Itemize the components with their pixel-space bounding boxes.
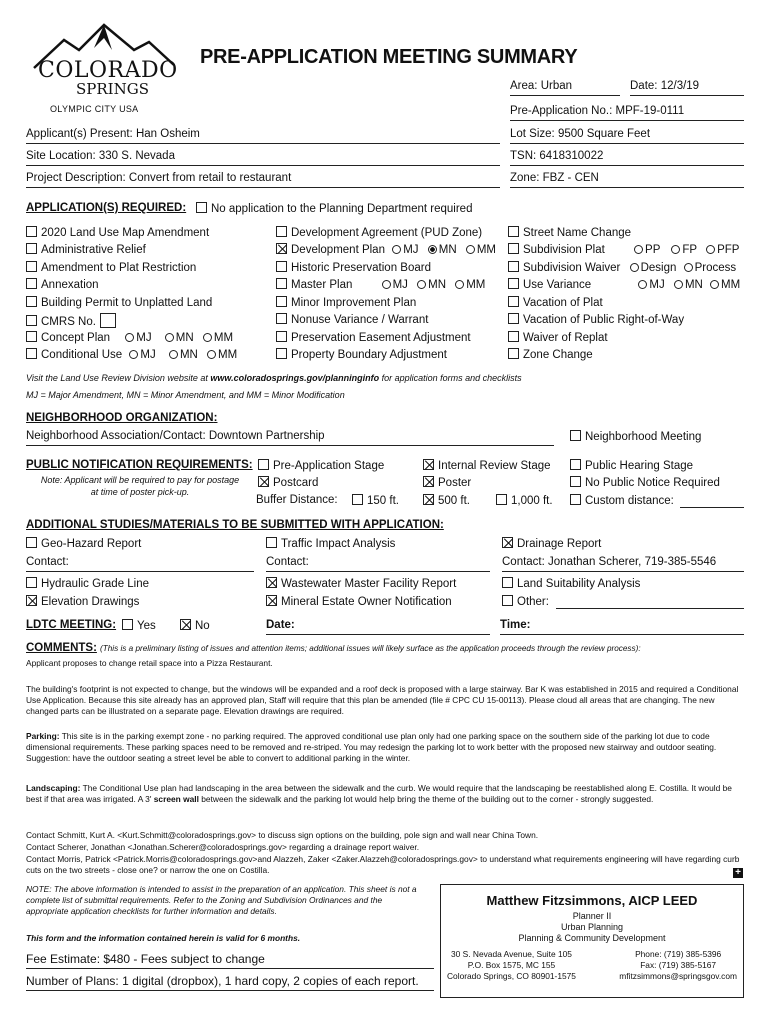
project-value: Convert from retail to restaurant <box>128 172 292 184</box>
radio-icon[interactable] <box>382 280 391 289</box>
checkbox-icon[interactable] <box>276 296 287 307</box>
neighborhood-heading: NEIGHBORHOOD ORGANIZATION: <box>26 412 218 424</box>
radio-icon[interactable] <box>706 245 715 254</box>
radio-icon[interactable] <box>674 280 683 289</box>
checkbox-icon[interactable] <box>276 226 287 237</box>
app-item-label: Conditional Use <box>41 349 123 361</box>
checkbox-checked-icon[interactable] <box>502 537 513 548</box>
buffer-150-label: 150 ft. <box>367 495 399 507</box>
drainage-report-label: Drainage Report <box>517 538 602 550</box>
geo-contact-field[interactable] <box>26 556 254 572</box>
ldtc-heading: LDTC MEETING: <box>26 619 117 631</box>
checkbox-icon[interactable] <box>26 226 37 237</box>
tsn-field[interactable] <box>510 150 744 166</box>
landscaping-text-2: between the sidewalk and the parking lot would help bring the theme of the building out to the corner - strongly suggested. <box>198 794 654 804</box>
opt-label: MN <box>428 279 446 291</box>
comments-intro: (This is a preliminary listing of issues and attention items; additional issues will likely surface as the application proceeds through the review process): <box>99 644 641 653</box>
area-label: Area: <box>510 80 538 92</box>
checkbox-icon[interactable] <box>570 430 581 441</box>
applications-heading: APPLICATION(S) REQUIRED: <box>26 202 187 214</box>
checkbox-icon[interactable] <box>508 348 519 359</box>
app-item-label: Vacation of Public Right-of-Way <box>523 314 685 326</box>
comment-paragraph: Contact Scherer, Jonathan <Jonathan.Scherer@coloradosprings.gov> regarding a drainage report waiver. <box>26 842 420 852</box>
elevation-label: Elevation Drawings <box>41 596 140 608</box>
mineral-checkbox[interactable] <box>266 595 452 608</box>
ldtc-no-checkbox[interactable] <box>180 619 210 632</box>
comments-heading: COMMENTS: <box>26 642 97 654</box>
planning-link[interactable]: www.coloradosprings.gov/planninginfo <box>210 373 380 383</box>
neighborhood-heading-text: NEIGHBORHOOD ORGANIZATION <box>26 412 214 424</box>
app-item[interactable] <box>26 226 209 239</box>
comments-header <box>26 642 641 654</box>
parking-text: This site is in the parking exempt zone - no parking required. The approved conditional use plan only had one parking space on the southern side of the parking lot due to code dimensional requirements. These parking spaces need to be removed and re-striped. You may redesign the parking lot to work better with the proposed new stairway and outdoor seating. Suggestion: have the outdoor seating a street level be able to convert to additional parking in the winter. <box>26 731 717 763</box>
ldtc-yes-checkbox[interactable] <box>122 619 156 632</box>
opt-label: MJ <box>136 332 152 344</box>
radio-icon[interactable] <box>165 333 174 342</box>
opt-label: MJ <box>140 349 156 361</box>
drainage-report-checkbox[interactable] <box>502 537 601 550</box>
postcard-checkbox[interactable] <box>258 476 318 489</box>
app-item-label: Street Name Change <box>523 227 632 239</box>
opt-label: MM <box>213 332 234 344</box>
contact-label: Contact: <box>266 556 309 568</box>
checkbox-icon[interactable] <box>508 331 519 342</box>
landscaping-text: The Conditional Use plan had landscaping in the area between the sidewalk and the curb. We would require that the landscaping be reestablished along E. Costilla. It would be best if that area was irrigated. A 3' <box>26 783 732 804</box>
checkbox-icon[interactable] <box>26 348 37 359</box>
traffic-contact-field[interactable] <box>266 556 490 572</box>
checkbox-icon[interactable] <box>508 313 519 324</box>
buffer-150-checkbox[interactable] <box>352 494 399 507</box>
checkbox-icon[interactable] <box>570 476 581 487</box>
plus-box-icon[interactable]: + <box>733 868 743 878</box>
lot-size-field[interactable] <box>510 128 744 144</box>
notification-note: Note: Applicant will be required to pay for postage at time of poster pick-up. <box>40 475 240 497</box>
no-public-notice-checkbox[interactable] <box>570 476 720 489</box>
no-application-label: No application to the Planning Department required <box>211 203 473 215</box>
opt-label: PP <box>645 244 661 256</box>
checkbox-icon[interactable] <box>258 459 269 470</box>
site-value: 330 S. Nevada <box>98 150 175 162</box>
pre-app-stage-checkbox[interactable] <box>258 459 384 472</box>
opt-label: MN <box>179 349 198 361</box>
custom-distance-checkbox[interactable] <box>570 494 674 507</box>
checkbox-icon[interactable] <box>502 577 513 588</box>
app-item[interactable] <box>26 278 99 291</box>
buffer-1000-label: 1,000 ft. <box>511 495 553 507</box>
amendment-legend: MJ = Major Amendment, MN = Minor Amendment, and MM = Minor Modification <box>26 390 345 400</box>
checkbox-icon[interactable] <box>276 261 287 272</box>
app-item[interactable] <box>508 261 736 274</box>
opt-label: MN <box>175 332 194 344</box>
internal-review-checkbox[interactable] <box>423 459 551 472</box>
app-item-label: CMRS No. <box>41 316 96 328</box>
checkbox-icon[interactable] <box>502 595 513 606</box>
other-input[interactable] <box>556 595 744 609</box>
app-item[interactable] <box>26 243 146 256</box>
no-application-checkbox[interactable] <box>196 202 472 215</box>
app-item[interactable] <box>276 278 485 291</box>
poster-checkbox[interactable] <box>423 476 471 489</box>
checkbox-checked-icon[interactable] <box>258 476 269 487</box>
fee-value: $480 - Fees subject to change <box>103 952 265 966</box>
app-item[interactable] <box>276 331 471 344</box>
footer-note: NOTE: The above information is intended to assist in the preparation of an application. This sheet is not a complete list of submittal requirements. Refer to the Zoning and Subdivision Ordinances and the appropriate application checklists for further information and details. <box>26 884 417 916</box>
app-item-label: Waiver of Replat <box>523 332 608 344</box>
land-suitability-checkbox[interactable] <box>502 577 640 590</box>
contact-name: Matthew Fitzsimmons, AICP LEED <box>486 893 698 908</box>
app-item[interactable] <box>508 348 593 361</box>
checkbox-icon[interactable] <box>266 537 277 548</box>
traffic-impact-checkbox[interactable] <box>266 537 395 550</box>
date-value: 12/3/19 <box>660 80 700 92</box>
neighborhood-contact-value: Downtown Partnership <box>208 430 325 442</box>
checkbox-icon[interactable] <box>26 296 37 307</box>
checkbox-icon[interactable] <box>570 494 581 505</box>
poster-label: Poster <box>438 477 472 489</box>
number-of-plans-field[interactable] <box>26 974 434 991</box>
checkbox-icon[interactable] <box>496 494 507 505</box>
comment-paragraph <box>26 783 746 805</box>
public-hearing-label: Public Hearing Stage <box>585 460 694 472</box>
opt-label: MN <box>684 279 703 291</box>
cmrs-number-input[interactable] <box>100 313 116 328</box>
neighborhood-meeting-checkbox[interactable] <box>570 430 701 443</box>
radio-icon[interactable] <box>671 245 680 254</box>
buffer-distance-label: Buffer Distance: <box>256 494 338 506</box>
checkbox-checked-icon[interactable] <box>26 595 37 606</box>
fee-estimate-field[interactable] <box>26 952 434 969</box>
postcard-label: Postcard <box>273 477 319 489</box>
parking-label: Parking: <box>26 731 60 741</box>
checkbox-checked-icon[interactable] <box>276 243 287 254</box>
checkbox-checked-icon[interactable] <box>423 476 434 487</box>
app-item-label: Property Boundary Adjustment <box>291 349 447 361</box>
page-title: PRE-APPLICATION MEETING SUMMARY <box>200 46 578 68</box>
app-item[interactable] <box>508 243 739 256</box>
area-value: Urban <box>540 80 573 92</box>
checkbox-icon[interactable] <box>508 296 519 307</box>
checkbox-icon[interactable] <box>26 243 37 254</box>
opt-label: MJ <box>403 244 419 256</box>
checkbox-icon[interactable] <box>196 202 207 213</box>
radio-icon[interactable] <box>684 263 693 272</box>
app-item[interactable] <box>508 313 684 326</box>
traffic-impact-label: Traffic Impact Analysis <box>281 538 396 550</box>
public-hearing-checkbox[interactable] <box>570 459 693 472</box>
drainage-contact-field[interactable] <box>502 556 744 572</box>
opt-label: MM <box>721 279 741 291</box>
app-item[interactable] <box>26 296 212 309</box>
checkbox-icon[interactable] <box>26 278 37 289</box>
opt-label: PFP <box>717 244 740 256</box>
neighborhood-contact-label: Neighborhood Association/Contact: <box>26 430 206 442</box>
opt-label: MN <box>438 244 457 256</box>
app-item[interactable] <box>276 261 431 274</box>
contact-division: Planning & Community Development <box>518 933 666 943</box>
custom-distance-label: Custom distance: <box>585 495 674 507</box>
ldtc-yes-label: Yes <box>137 620 156 632</box>
hydraulic-label: Hydraulic Grade Line <box>41 578 150 590</box>
fee-label: Fee Estimate: <box>26 952 101 966</box>
checkbox-icon[interactable] <box>276 278 287 289</box>
radio-icon[interactable] <box>466 245 475 254</box>
opt-label: Process <box>694 262 737 274</box>
pre-app-stage-label: Pre-Application Stage <box>273 460 385 472</box>
checkbox-checked-icon[interactable] <box>423 459 434 470</box>
app-item[interactable] <box>508 226 631 239</box>
checkbox-icon[interactable] <box>26 315 37 326</box>
opt-label: MJ <box>392 279 408 291</box>
app-item-label: 2020 Land Use Map Amendment <box>41 227 210 239</box>
opt-label: MM <box>476 244 496 256</box>
radio-icon[interactable] <box>638 280 647 289</box>
neighborhood-meeting-label: Neighborhood Meeting <box>585 431 702 443</box>
app-item-label: Minor Improvement Plan <box>291 297 417 309</box>
comment-paragraph <box>26 731 746 764</box>
logo <box>24 20 184 120</box>
app-item-label: Amendment to Plat Restriction <box>41 262 197 274</box>
ldtc-time-field[interactable] <box>500 619 744 635</box>
app-item[interactable] <box>26 261 196 274</box>
project-label: Project Description: <box>26 172 126 184</box>
checkbox-icon[interactable] <box>26 261 37 272</box>
notification-heading: PUBLIC NOTIFICATION REQUIREMENTS: <box>26 459 253 471</box>
app-item[interactable] <box>26 348 237 361</box>
landscaping-label: Landscaping: <box>26 783 81 793</box>
date-label: Date: <box>630 80 658 92</box>
mineral-label: Mineral Estate Owner Notification <box>281 596 452 608</box>
checkbox-icon[interactable] <box>276 331 287 342</box>
checkbox-icon[interactable] <box>26 331 37 342</box>
checkbox-checked-icon[interactable] <box>180 619 191 630</box>
elevation-checkbox[interactable] <box>26 595 139 608</box>
app-item[interactable] <box>508 296 603 309</box>
app-item-label: Master Plan <box>291 279 353 291</box>
radio-icon[interactable] <box>417 280 426 289</box>
contact-label: Contact: <box>502 556 545 568</box>
zone-value: FBZ - CEN <box>542 172 599 184</box>
app-item-label: Development Agreement (PUD Zone) <box>291 227 483 239</box>
opt-label: MM <box>218 349 238 361</box>
checkbox-icon[interactable] <box>508 278 519 289</box>
checkbox-icon[interactable] <box>26 577 37 588</box>
custom-distance-input[interactable] <box>680 494 744 508</box>
contact-title: Planner II <box>572 911 612 921</box>
no-public-notice-label: No Public Notice Required <box>585 477 720 489</box>
radio-icon[interactable] <box>710 280 719 289</box>
checkbox-icon[interactable] <box>276 313 287 324</box>
checkbox-icon[interactable] <box>352 494 363 505</box>
neighborhood-contact-field[interactable] <box>26 430 554 446</box>
app-item-label: Subdivision Waiver <box>523 262 621 274</box>
preapp-value: MPF-19-0111 <box>615 105 685 117</box>
contact-fax: Fax: (719) 385-5167 <box>640 960 717 970</box>
visit-pre: Visit the Land Use Review Division website at <box>26 373 211 383</box>
wastewater-checkbox[interactable] <box>266 577 456 590</box>
checkbox-icon[interactable] <box>122 619 133 630</box>
radio-icon[interactable] <box>129 350 138 359</box>
geo-hazard-checkbox[interactable] <box>26 537 141 550</box>
contact-email[interactable]: mfitzsimmons@springsgov.com <box>619 971 737 981</box>
radio-icon[interactable] <box>630 263 639 272</box>
app-item-label: Building Permit to Unplatted Land <box>41 297 213 309</box>
logo-subtext: SPRINGS <box>76 80 149 98</box>
logo-text: COLORADO <box>38 58 178 83</box>
other-label: Other: <box>517 596 549 608</box>
contact-label: Contact: <box>26 556 69 568</box>
opt-label: FP <box>682 244 697 256</box>
drainage-contact-value: Jonathan Scherer, 719-385-5546 <box>548 556 717 568</box>
contact-address-1: 30 S. Nevada Avenue, Suite 105 <box>451 949 572 959</box>
applicant-value: Han Osheim <box>135 128 200 140</box>
radio-selected-icon[interactable] <box>428 245 437 254</box>
checkbox-icon[interactable] <box>508 261 519 272</box>
applicant-label: Applicant(s) Present: <box>26 128 133 140</box>
radio-icon[interactable] <box>203 333 212 342</box>
checkbox-icon[interactable] <box>26 537 37 548</box>
buffer-500-checkbox[interactable] <box>423 494 470 507</box>
website-note <box>26 373 522 383</box>
app-item[interactable] <box>276 243 496 256</box>
contact-phone: Phone: (719) 385-5396 <box>635 949 722 959</box>
preapp-field[interactable] <box>510 105 744 121</box>
radio-icon[interactable] <box>207 350 216 359</box>
buffer-500-label: 500 ft. <box>438 495 470 507</box>
ldtc-time-label: Time: <box>500 619 531 631</box>
logo-tagline: OLYMPIC CITY USA <box>50 104 139 114</box>
radio-icon[interactable] <box>455 280 464 289</box>
checkbox-icon[interactable] <box>570 459 581 470</box>
contact-address-3: Colorado Springs, CO 80901-1575 <box>447 971 576 981</box>
app-item[interactable] <box>276 313 428 326</box>
plans-value: 1 digital (dropbox), 1 hard copy, 2 copies of each report. <box>122 974 419 988</box>
app-item-label: Administrative Relief <box>41 244 146 256</box>
opt-label: MJ <box>649 279 665 291</box>
app-item[interactable] <box>276 226 482 239</box>
lot-label: Lot Size: <box>510 128 555 140</box>
tsn-label: TSN: <box>510 150 537 162</box>
contact-card <box>440 884 744 998</box>
project-description-field[interactable] <box>26 172 500 188</box>
plans-label: Number of Plans: <box>26 974 119 988</box>
hydraulic-checkbox[interactable] <box>26 577 149 590</box>
app-item[interactable] <box>508 331 608 344</box>
app-item-label: Vacation of Plat <box>523 297 603 309</box>
wastewater-label: Wastewater Master Facility Report <box>281 578 457 590</box>
app-item[interactable] <box>508 278 740 291</box>
radio-icon[interactable] <box>125 333 134 342</box>
app-item-label: Nonuse Variance / Warrant <box>291 314 429 326</box>
app-item[interactable] <box>276 348 447 361</box>
app-item-label: Subdivision Plat <box>523 244 605 256</box>
contact-address-2: P.O. Box 1575, MC 155 <box>467 960 556 970</box>
checkbox-checked-icon[interactable] <box>423 494 434 505</box>
buffer-1000-checkbox[interactable] <box>496 494 553 507</box>
app-item-label: Preservation Easement Adjustment <box>291 332 471 344</box>
comment-paragraph: Contact Schmitt, Kurt A. <Kurt.Schmitt@coloradosprings.gov> to discuss sign options on the building, pole sign and wall near China Town. <box>26 830 539 840</box>
opt-label: Design <box>640 262 677 274</box>
checkbox-icon[interactable] <box>508 226 519 237</box>
comment-paragraph: Contact Morris, Patrick <Patrick.Morris@coloradosprings.gov>and Alazzeh, Zaker <Zaker.Alazzeh@coloradosprings.gov> to understand what requirements engineering will have regarding curb cuts on the two streets - close one? or narrow the one on Costilla. <box>26 854 740 875</box>
app-item-label: Annexation <box>41 279 99 291</box>
site-label: Site Location: <box>26 150 96 162</box>
radio-icon[interactable] <box>169 350 178 359</box>
checkbox-icon[interactable] <box>276 348 287 359</box>
screen-wall-text: screen wall <box>153 794 199 804</box>
opt-label: MM <box>466 279 486 291</box>
zone-label: Zone: <box>510 172 540 184</box>
date-field[interactable] <box>630 80 744 96</box>
internal-review-label: Internal Review Stage <box>438 460 551 472</box>
comment-paragraph: The building's footprint is not expected to change, but the windows will be expanded and a roof deck is proposed with a large stairway. Bar K was established in 2015 and required a Conditional Use Application. Because this site already has an approved plan, Staff will require that this plan be amended (file # CPC CU 15-00113). Please cloud all areas that are changing. The new changed parts can be illustrated on a separate page. Elevation drawings are required. <box>26 684 739 716</box>
validity-note: This form and the information contained herein is valid for 6 months. <box>26 933 301 943</box>
geo-hazard-label: Geo-Hazard Report <box>41 538 142 550</box>
ldtc-date-field[interactable] <box>266 619 490 635</box>
app-item[interactable] <box>276 296 416 309</box>
app-item[interactable] <box>26 331 233 344</box>
lot-value: 9500 Square Feet <box>557 128 651 140</box>
tsn-value: 6418310022 <box>539 150 604 162</box>
studies-heading: ADDITIONAL STUDIES/MATERIALS TO BE SUBMITTED WITH APPLICATION: <box>26 519 444 531</box>
other-checkbox[interactable] <box>502 595 549 608</box>
radio-icon[interactable] <box>392 245 401 254</box>
visit-post: for application forms and checklists <box>379 373 522 383</box>
land-suitability-label: Land Suitability Analysis <box>517 578 641 590</box>
app-item-label: Use Variance <box>523 279 592 291</box>
ldtc-date-label: Date: <box>266 619 295 631</box>
applicant-field[interactable] <box>26 128 500 144</box>
app-item[interactable] <box>26 313 116 328</box>
app-item-label: Historic Preservation Board <box>291 262 431 274</box>
app-item-label: Concept Plan <box>41 332 111 344</box>
area-field[interactable] <box>510 80 620 96</box>
checkbox-icon[interactable] <box>508 243 519 254</box>
app-item-label: Zone Change <box>523 349 593 361</box>
checkbox-checked-icon[interactable] <box>266 577 277 588</box>
zone-field[interactable] <box>510 172 744 188</box>
radio-icon[interactable] <box>634 245 643 254</box>
site-location-field[interactable] <box>26 150 500 166</box>
app-item-label: Development Plan <box>291 244 385 256</box>
contact-dept: Urban Planning <box>560 922 624 932</box>
preapp-label: Pre-Application No.: <box>510 105 613 117</box>
checkbox-checked-icon[interactable] <box>266 595 277 606</box>
comment-paragraph: Applicant proposes to change retail space into a Pizza Restaurant. <box>26 658 273 668</box>
ldtc-no-label: No <box>195 620 210 632</box>
